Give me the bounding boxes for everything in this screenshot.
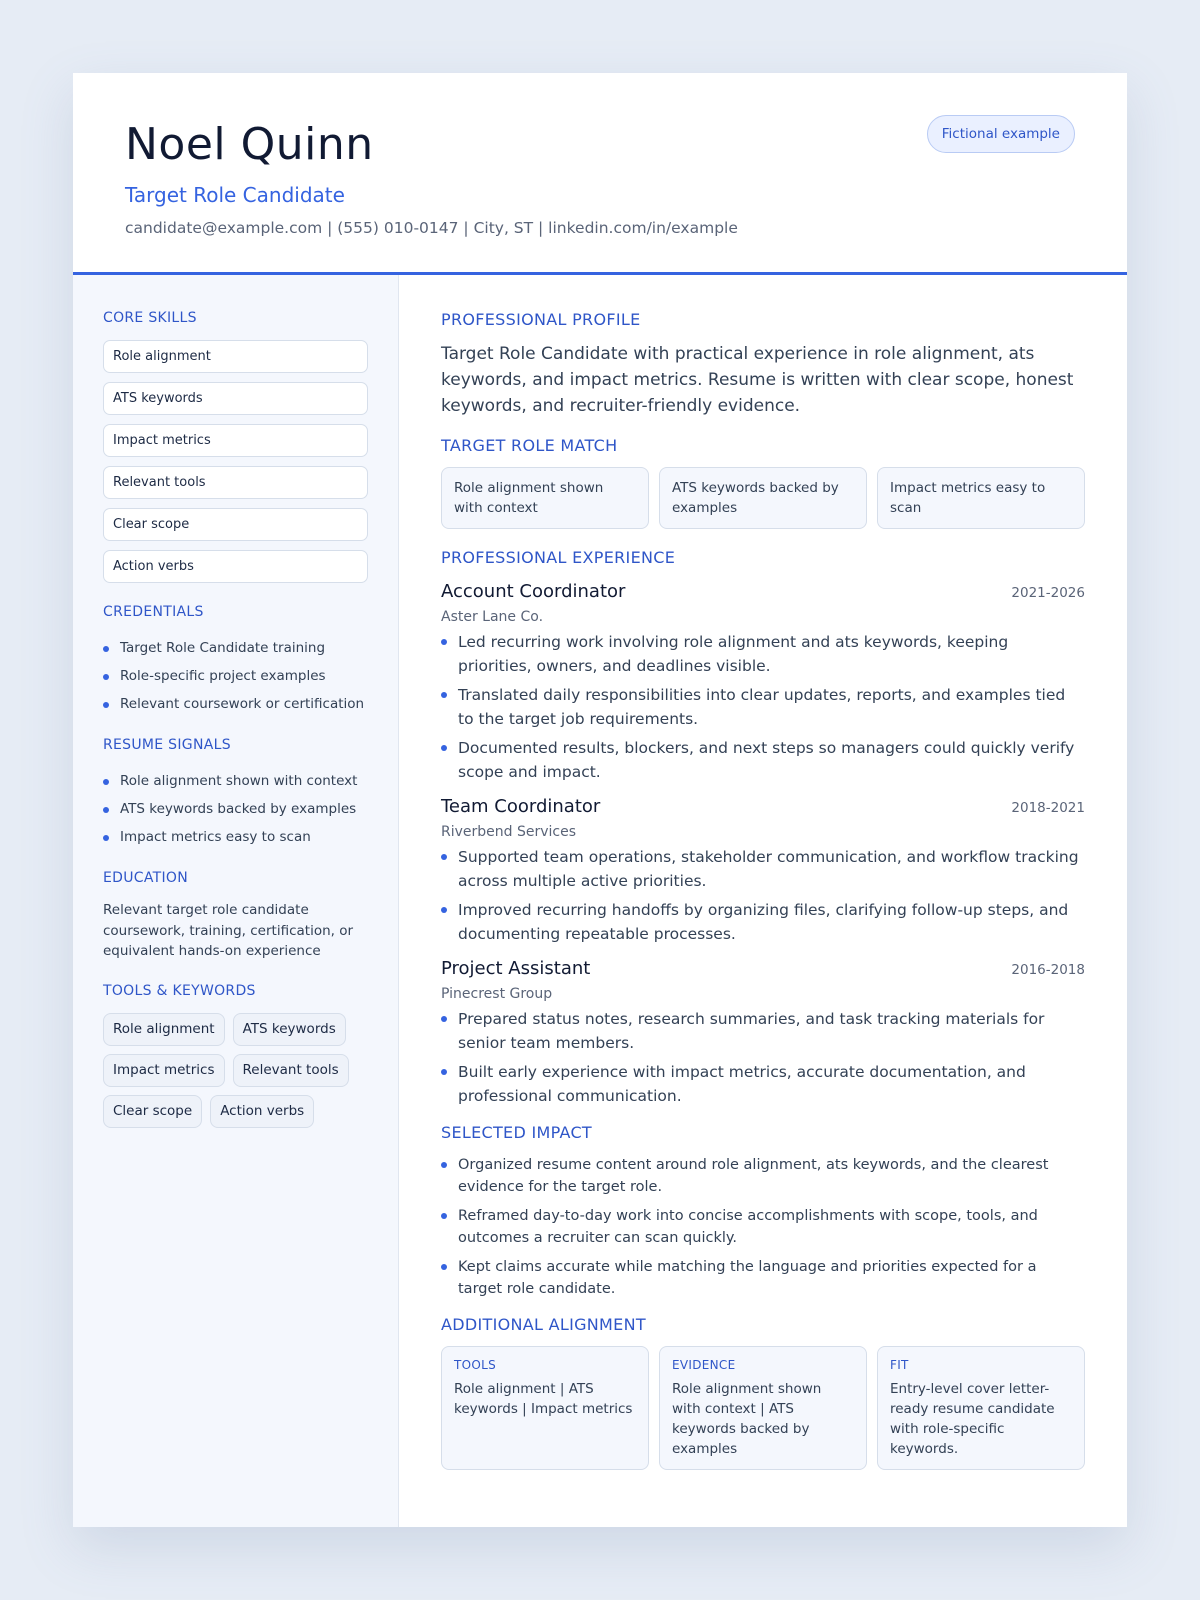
alignment-card xyxy=(659,1346,867,1470)
job-title: Project Assistant xyxy=(441,958,591,979)
job-bullets xyxy=(441,1008,1085,1108)
resume-signals-list xyxy=(103,767,368,851)
alignment-card-text: Role alignment | ATS keywords | Impact metrics xyxy=(454,1381,633,1417)
keyword-chip: Impact metrics xyxy=(103,1054,225,1087)
keyword-chip: Action verbs xyxy=(210,1095,314,1128)
skill-item: Impact metrics xyxy=(103,424,368,457)
list-item: Led recurring work involving role alignment and ats keywords, keeping priorities, owners, and deadlines visible. xyxy=(441,631,1085,678)
alignment-card xyxy=(441,1346,649,1470)
job-entry xyxy=(441,794,1085,946)
list-item: Role alignment shown with context xyxy=(103,767,368,795)
job-entry xyxy=(441,956,1085,1108)
alignment-card-text: Entry-level cover letter-ready resume candidate with role-specific keywords. xyxy=(890,1381,1055,1457)
job-dates: 2021-2026 xyxy=(1011,585,1085,601)
alignment-card-label: TOOLS xyxy=(454,1358,497,1372)
skill-item: Action verbs xyxy=(103,550,368,583)
match-card: ATS keywords backed by examples xyxy=(659,467,867,529)
job-bullets xyxy=(441,846,1085,946)
alignment-card-text: Role alignment shown with context | ATS keywords backed by examples xyxy=(672,1381,822,1457)
resume-signals-heading: RESUME SIGNALS xyxy=(103,737,231,753)
resume-body xyxy=(73,275,1127,1527)
alignment-card xyxy=(877,1346,1085,1470)
list-item: Improved recurring handoffs by organizing files, clarifying follow-up steps, and documenting repeatable processes. xyxy=(441,899,1085,946)
profile-heading: PROFESSIONAL PROFILE xyxy=(441,310,641,329)
keyword-chips xyxy=(103,1013,368,1128)
match-cards xyxy=(441,467,1085,529)
skill-item: Relevant tools xyxy=(103,466,368,499)
fictional-badge: Fictional example xyxy=(927,115,1075,153)
job-bullets xyxy=(441,631,1085,784)
list-item: Reframed day-to-day work into concise accomplishments with scope, tools, and outcomes a recruiter can scan quickly. xyxy=(441,1205,1085,1249)
credentials-list xyxy=(103,634,368,718)
list-item: Documented results, blockers, and next steps so managers could quickly verify scope and impact. xyxy=(441,737,1085,784)
list-item: Kept claims accurate while matching the language and priorities expected for a target role candidate. xyxy=(441,1256,1085,1300)
candidate-role: Target Role Candidate xyxy=(125,183,345,207)
alignment-card-label: FIT xyxy=(890,1358,909,1372)
alignment-heading: ADDITIONAL ALIGNMENT xyxy=(441,1315,646,1334)
credentials-heading: CREDENTIALS xyxy=(103,604,204,620)
core-skills-heading: CORE SKILLS xyxy=(103,310,197,326)
list-item: Translated daily responsibilities into clear updates, reports, and examples tied to the target job requirements. xyxy=(441,684,1085,731)
list-item: Built early experience with impact metrics, accurate documentation, and professional communication. xyxy=(441,1061,1085,1108)
list-item: Target Role Candidate training xyxy=(103,634,368,662)
skill-item: Role alignment xyxy=(103,340,368,373)
job-company: Riverbend Services xyxy=(441,824,577,840)
keyword-chip: ATS keywords xyxy=(233,1013,346,1046)
profile-text: Target Role Candidate with practical experience in role alignment, ats keywords, and impact metrics. Resume is written with clear scope, honest keywords, and recruiter-friendly evidence. xyxy=(441,344,1074,416)
keyword-chip: Role alignment xyxy=(103,1013,225,1046)
contact-line: candidate@example.com | (555) 010-0147 | City, ST | linkedin.com/in/example xyxy=(125,219,738,237)
match-card: Role alignment shown with context xyxy=(441,467,649,529)
list-item: Organized resume content around role alignment, ats keywords, and the clearest evidence for the target role. xyxy=(441,1154,1085,1198)
job-entry xyxy=(441,579,1085,784)
sidebar xyxy=(73,275,399,1527)
education-heading: EDUCATION xyxy=(103,870,189,886)
list-item: Supported team operations, stakeholder communication, and workflow tracking across multiple active priorities. xyxy=(441,846,1085,893)
education-text: Relevant target role candidate coursework, training, certification, or equivalent hands-on experience xyxy=(103,902,354,959)
job-dates: 2018-2021 xyxy=(1011,800,1085,816)
keyword-chip: Relevant tools xyxy=(233,1054,349,1087)
job-company: Aster Lane Co. xyxy=(441,609,544,625)
skill-item: ATS keywords xyxy=(103,382,368,415)
resume-header xyxy=(73,73,1127,275)
list-item: Relevant coursework or certification xyxy=(103,690,368,718)
keyword-chip: Clear scope xyxy=(103,1095,202,1128)
job-dates: 2016-2018 xyxy=(1011,962,1085,978)
match-heading: TARGET ROLE MATCH xyxy=(441,436,618,455)
candidate-name: Noel Quinn xyxy=(125,119,374,170)
list-item: Impact metrics easy to scan xyxy=(103,823,368,851)
core-skills-list xyxy=(103,340,368,583)
job-title: Account Coordinator xyxy=(441,581,626,602)
impact-heading: SELECTED IMPACT xyxy=(441,1123,593,1142)
job-title: Team Coordinator xyxy=(441,796,601,817)
list-item: Role-specific project examples xyxy=(103,662,368,690)
tools-keywords-heading: TOOLS & KEYWORDS xyxy=(103,982,256,999)
job-company: Pinecrest Group xyxy=(441,986,553,1002)
resume-page xyxy=(73,73,1127,1527)
alignment-cards xyxy=(441,1346,1085,1470)
list-item: ATS keywords backed by examples xyxy=(103,795,368,823)
alignment-card-label: EVIDENCE xyxy=(672,1358,736,1372)
experience-heading: PROFESSIONAL EXPERIENCE xyxy=(441,548,676,567)
match-card: Impact metrics easy to scan xyxy=(877,467,1085,529)
list-item: Prepared status notes, research summaries, and task tracking materials for senior team members. xyxy=(441,1008,1085,1055)
skill-item: Clear scope xyxy=(103,508,368,541)
main-content xyxy=(399,275,1127,1527)
impact-list xyxy=(441,1154,1085,1300)
